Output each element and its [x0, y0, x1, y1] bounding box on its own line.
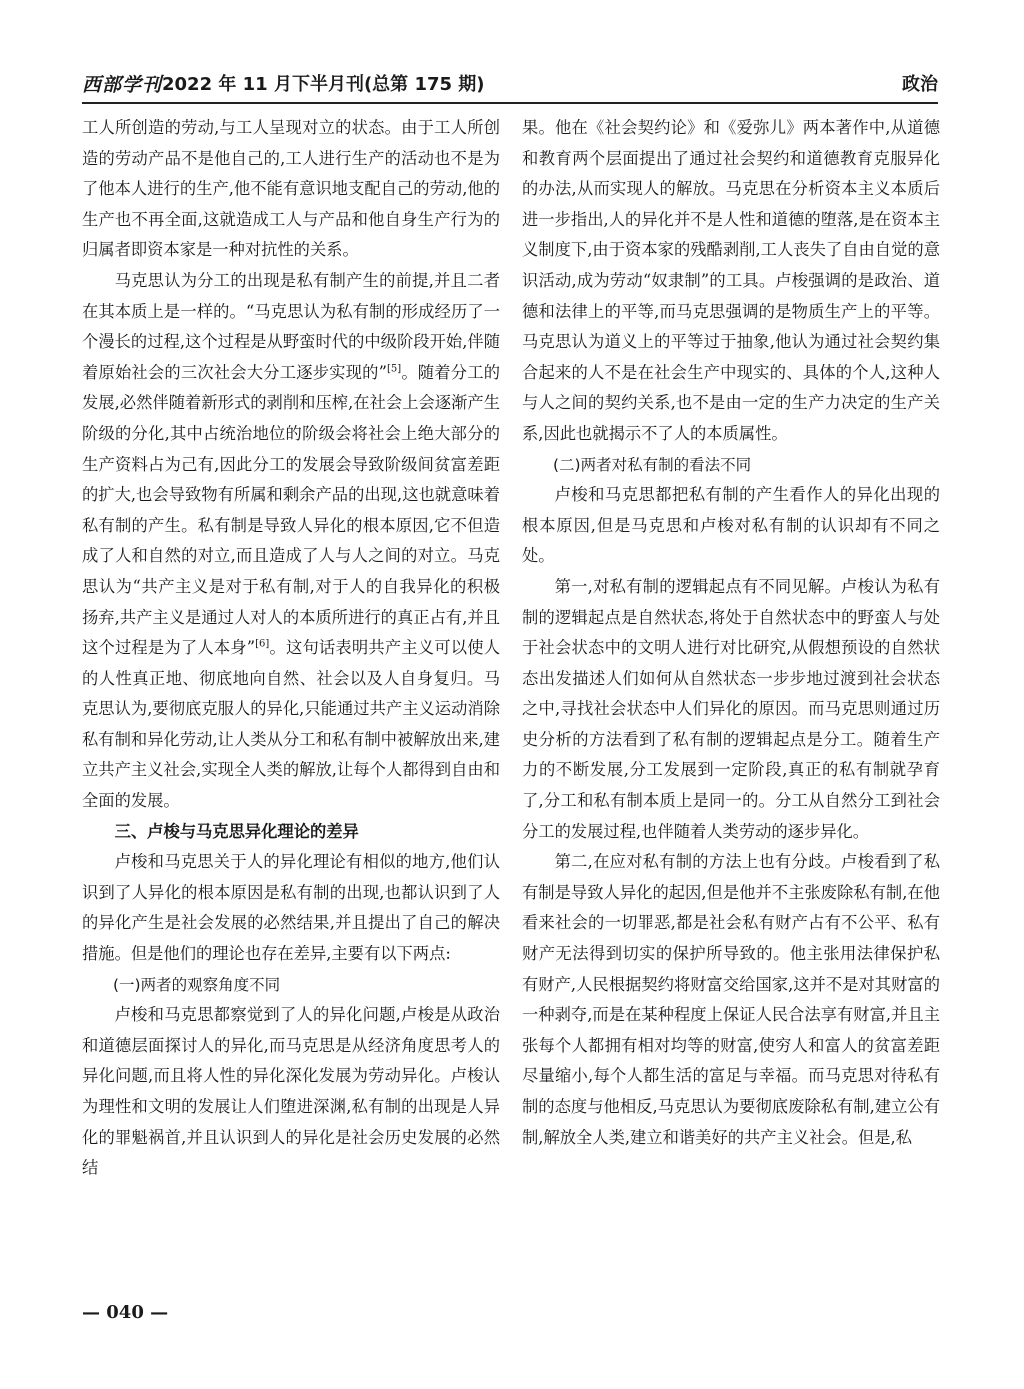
citation-ref: [6]	[255, 638, 270, 650]
paragraph	[82, 266, 500, 817]
paragraph-text: 马克思认为分工的出现是私有制产生的前提,并且二者在其本质上是一样的。“马克思认为私有制的形成经历了一个漫长的过程,这个过程是从野蛮时代的中级阶段开始,伴随着原始社会的三次社会大分工逐步实现的”	[82, 270, 500, 382]
page-number: — 040 —	[82, 1302, 169, 1323]
paragraph: 卢梭和马克思都把私有制的产生看作人的异化出现的根本原因,但是马克思和卢梭对私有制的认识却有不同之处。	[522, 485, 940, 566]
citation-ref: [5]	[386, 363, 402, 375]
paragraph: 第二,在应对私有制的方法上也有分歧。卢梭看到了私有制是导致人异化的起因,但是他并不主张废除私有制,在他看来社会的一切罪恶,都是社会私有财产占有不公平、私有财产无法得到切实的保护所导致的。他主张用法律保护私有财产,人民根据契约将财富交给国家,这并不是对其财富的一种剥夺,而是在某种程度上保证人民合法享有财富,并且主张每个人都拥有相对均等的财富,使穷人和富人的贫富差距尽量缩小,每个人都生活的富足与幸福。而马克思对待私有制的态度与他相反,马克思认为要彻底废除私有制,建立公有制,解放全人类,建立和谐美好的共产主义社会。但是,私	[522, 852, 940, 1147]
issue-info: 2022 年 11 月下半月刊(总第 175 期)	[162, 74, 485, 95]
paragraph: 卢梭和马克思关于人的异化理论有相似的地方,他们认识到了人异化的根本原因是私有制的出现,也都认识到了人的异化产生是社会发展的必然结果,并且提出了自己的解决措施。但是他们的理论也存在差异,主要有以下两点:	[82, 852, 500, 964]
subsection-heading: (一)两者的观察角度不同	[113, 975, 281, 994]
journal-logo: 西部学刊	[82, 74, 163, 96]
paragraph-text: 。这句话表明共产主义可以使人的人性真正地、彻底地向自然、社会以及人自身复归。马克思认为,要彻底克服人的异化,只能通过共产主义运动消除私有制和异化劳动,让人类从分工和私有制中被解放出来,建立共产主义社会,实现全人类的解放,让每个人都得到自由和全面的发展。	[82, 638, 500, 811]
left-column	[82, 113, 500, 1184]
section-heading: 三、卢梭与马克思异化理论的差异	[114, 821, 359, 841]
paragraph: 卢梭和马克思都察觉到了人的异化问题,卢梭是从政治和道德层面探讨人的异化,而马克思是从经济角度思考人的异化问题,而且将人性的异化深化发展为劳动异化。卢梭认为理性和文明的发展让人们堕进深渊,私有制的出现是人异化的罪魁祸首,并且认识到人的异化是社会历史发展的必然结	[82, 1005, 500, 1178]
paragraph: 工人所创造的劳动,与工人呈现对立的状态。由于工人所创造的劳动产品不是他自己的,工人进行生产的活动也不是为了他本人进行的生产,他不能有意识地支配自己的劳动,他的生产也不再全面,这就造成工人与产品和他自身生产行为的归属者即资本家是一种对抗性的关系。	[82, 118, 500, 260]
paragraph-text: 。随着分工的发展,必然伴随着新形式的剥削和压榨,在社会上会逐渐产生阶级的分化,其中占统治地位的阶级会将社会上绝大部分的生产资料占为己有,因此分工的发展会导致阶级间贫富差距的扩大,也会导致物有所属和剩余产品的出现,这也就意味着私有制的产生。私有制是导致人异化的根本原因,它不但造成了人和自然的对立,而且造成了人与人之间的对立。马克思认为“共产主义是对于私有制,对于人的自我异化的积极扬弃,共产主义是通过人对人的本质所进行的真正占有,并且这个过程是为了人本身”	[82, 362, 500, 658]
section-name: 政治	[902, 74, 938, 95]
page-header	[82, 62, 938, 104]
paragraph: 果。他在《社会契约论》和《爱弥儿》两本著作中,从道德和教育两个层面提出了通过社会契约和道德教育克服异化的办法,从而实现人的解放。马克思在分析资本主义本质后进一步指出,人的异化并不是人性和道德的堕落,是在资本主义制度下,由于资本家的残酷剥削,工人丧失了自由自觉的意识活动,成为劳动“奴隶制”的工具。卢梭强调的是政治、道德和法律上的平等,而马克思强调的是物质生产上的平等。马克思认为道义上的平等过于抽象,他认为通过社会契约集合起来的人不是在社会生产中现实的、具体的个人,这种人与人之间的契约关系,也不是由一定的生产力决定的生产关系,因此也就揭示不了人的本质属性。	[522, 118, 940, 443]
right-column	[522, 113, 940, 1153]
subsection-heading: (二)两者对私有制的看法不同	[553, 455, 752, 474]
paragraph: 第一,对私有制的逻辑起点有不同见解。卢梭认为私有制的逻辑起点是自然状态,将处于自然状态中的野蛮人与处于社会状态中的文明人进行对比研究,从假想预设的自然状态出发描述人们如何从自然状态一步步地过渡到社会状态之中,寻找社会状态中人们异化的原因。而马克思则通过历史分析的方法看到了私有制的逻辑起点是分工。随着生产力的不断发展,分工发展到一定阶段,真正的私有制就孕育了,分工和私有制本质上是同一的。分工从自然分工到社会分工的发展过程,也伴随着人类劳动的逐步异化。	[522, 576, 940, 841]
